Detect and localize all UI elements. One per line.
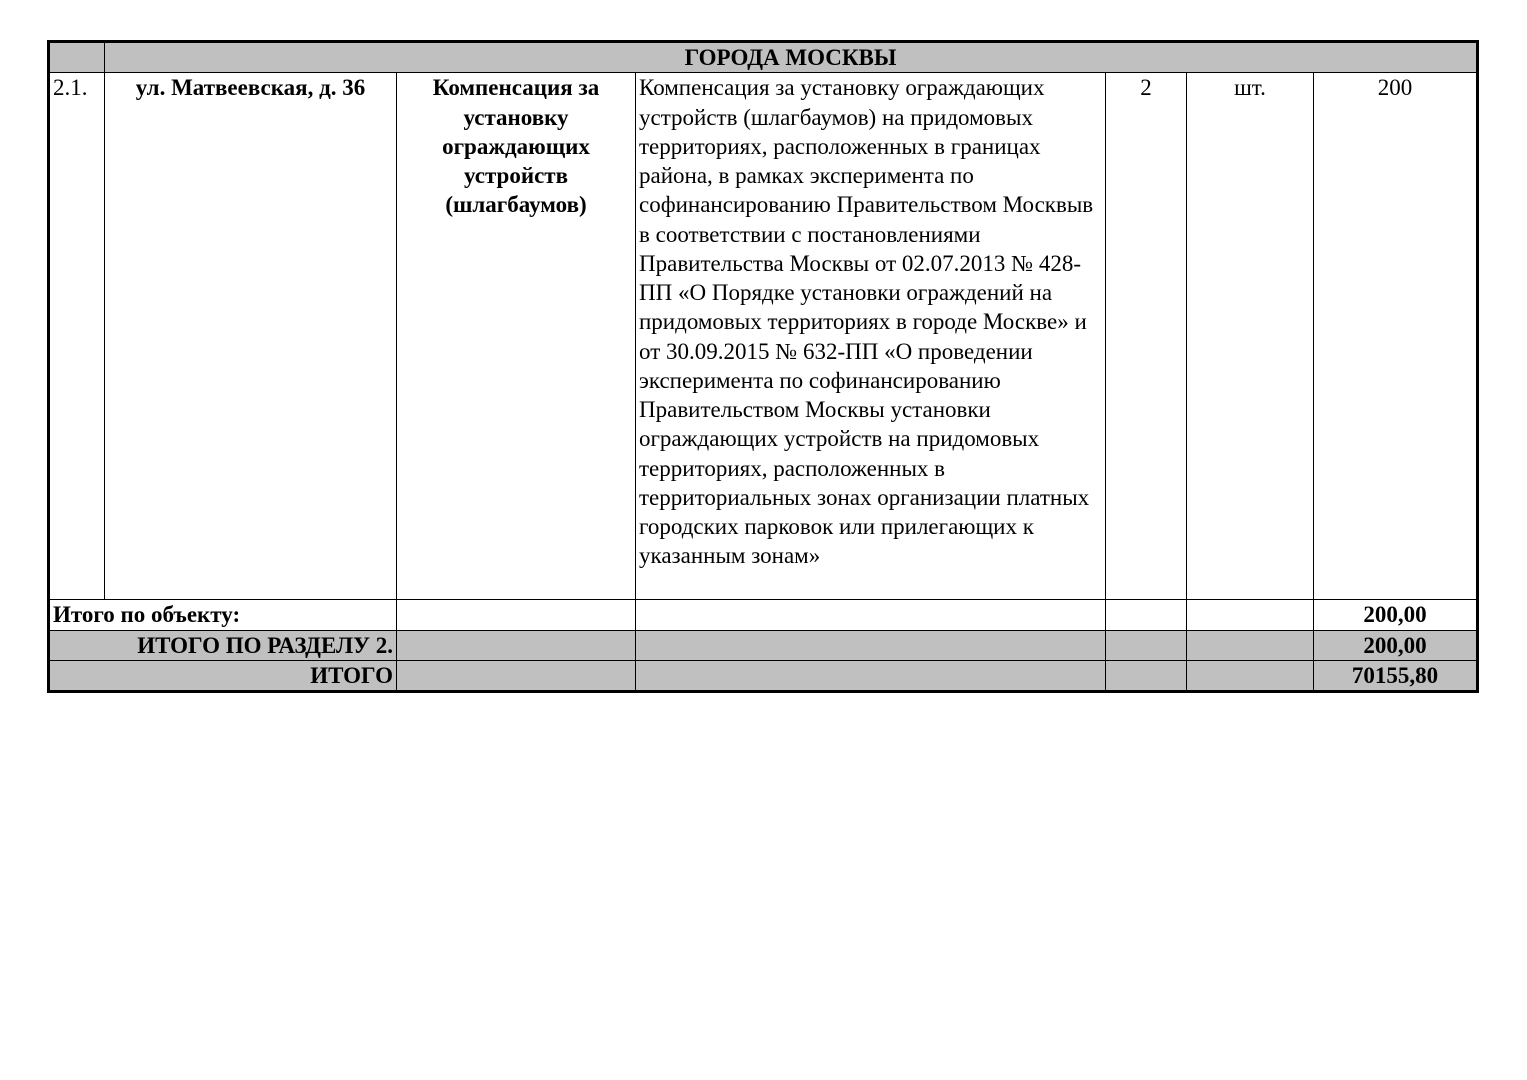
estimate-table	[47, 40, 1479, 693]
item-row	[49, 73, 1478, 600]
item-quantity: 2	[1106, 73, 1187, 600]
item-name: Компенсация за установку ограждающих устройств (шлагбаумов)	[397, 73, 636, 600]
section-header-blank-cell	[49, 42, 105, 73]
item-number: 2.1.	[49, 73, 105, 600]
grand-total-empty-cell	[636, 660, 1106, 691]
section-total-row	[49, 630, 1478, 660]
object-total-empty-cell	[1187, 600, 1314, 630]
grand-total-empty-cell	[397, 660, 636, 691]
object-total-row	[49, 600, 1478, 630]
section-total-label: ИТОГО ПО РАЗДЕЛУ 2.	[49, 630, 397, 660]
section-total-empty-cell	[636, 630, 1106, 660]
grand-total-empty-cell	[1106, 660, 1187, 691]
object-total-empty-cell	[397, 600, 636, 630]
section-total-empty-cell	[397, 630, 636, 660]
grand-total-label: ИТОГО	[49, 660, 397, 691]
section-total-empty-cell	[1187, 630, 1314, 660]
section-header-row	[49, 42, 1478, 73]
item-address: ул. Матвеевская, д. 36	[105, 73, 397, 600]
section-total-empty-cell	[1106, 630, 1187, 660]
object-total-value: 200,00	[1314, 600, 1478, 630]
grand-total-empty-cell	[1187, 660, 1314, 691]
item-amount: 200	[1314, 73, 1478, 600]
grand-total-value: 70155,80	[1314, 660, 1478, 691]
object-total-empty-cell	[636, 600, 1106, 630]
section-header-title: ГОРОДА МОСКВЫ	[105, 42, 1478, 73]
object-total-label: Итого по объекту:	[49, 600, 397, 630]
item-unit: шт.	[1187, 73, 1314, 600]
section-total-value: 200,00	[1314, 630, 1478, 660]
grand-total-row	[49, 660, 1478, 691]
object-total-empty-cell	[1106, 600, 1187, 630]
item-description: Компенсация за установку ограждающих устройств (шлагбаумов) на придомовых территориях, расположенных в границах района, в рамках эксперимента по софинансированию Правительством Москвыв в соответствии с постановлениями Правительства Москвы от 02.07.2013 № 428-ПП «О Порядке установки ограждений на придомовых территориях в городе Москве» и от 30.09.2015 № 632-ПП «О проведении эксперимента по софинансированию Правительством Москвы установки ограждающих устройств на придомовых территориях, расположенных в территориальных зонах организации платных городских парковок или прилегающих к указанным зонам»	[636, 73, 1106, 600]
